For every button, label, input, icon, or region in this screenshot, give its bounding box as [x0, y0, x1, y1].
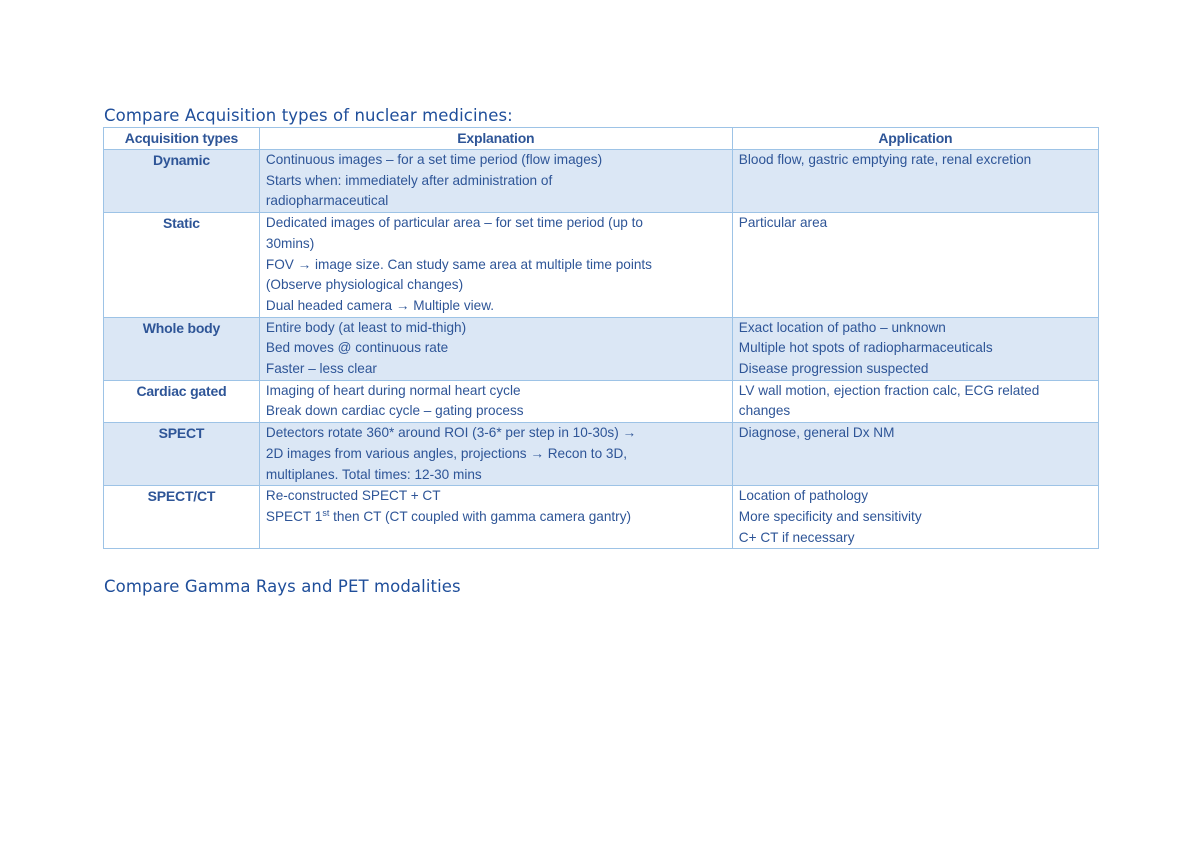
- acquisition-type-cell: SPECT: [104, 423, 260, 486]
- acquisition-type-cell: Dynamic: [104, 150, 260, 213]
- application-line: More specificity and sensitivity: [738, 508, 922, 524]
- explanation-cell: [259, 150, 732, 213]
- explanation-line: [266, 296, 726, 317]
- explanation-cell: [259, 380, 732, 422]
- acquisition-type-cell: Cardiac gated: [104, 380, 260, 422]
- explanation-line: Continuous images – for a set time period (flow images): [265, 152, 603, 167]
- explanation-line: [266, 507, 726, 528]
- application-line: Disease progression suspected: [738, 361, 929, 377]
- superscript: st: [322, 507, 330, 518]
- section-heading-gamma-pet: Compare Gamma Rays and PET modalities: [104, 577, 461, 596]
- explanation-line: 30mins): [265, 235, 315, 251]
- application-cell: [732, 380, 1098, 422]
- acquisition-type-cell: SPECT/CT: [104, 486, 260, 549]
- explanation-line: multiplanes. Total times: 12-30 mins: [265, 466, 482, 482]
- acquisition-type-cell: Whole body: [104, 317, 260, 380]
- explanation-line: [266, 444, 726, 465]
- table-header-row: [104, 128, 1099, 150]
- application-line: Blood flow, gastric emptying rate, renal excretion: [738, 152, 1032, 167]
- explanation-text: then CT (CT coupled with gamma camera gantry): [333, 508, 632, 524]
- application-line: Multiple hot spots of radiopharmaceuticals: [738, 340, 993, 356]
- application-line: Location of pathology: [738, 488, 869, 504]
- right-arrow-icon: →: [395, 297, 410, 313]
- explanation-cell: [259, 317, 732, 380]
- explanation-text: Detectors rotate 360* around ROI (3-6* per step in 10-30s): [265, 425, 619, 441]
- explanation-cell: [259, 423, 732, 486]
- right-arrow-icon: →: [297, 256, 312, 272]
- application-cell: [732, 150, 1098, 213]
- application-cell: [732, 486, 1098, 549]
- application-line: C+ CT if necessary: [738, 529, 855, 545]
- column-header-application: Application: [732, 128, 1098, 150]
- right-arrow-icon: →: [530, 445, 544, 461]
- right-arrow-icon: →: [622, 425, 637, 441]
- table-row-dynamic: [104, 150, 1099, 213]
- explanation-line: (Observe physiological changes): [265, 277, 464, 293]
- explanation-line: radiopharmaceutical: [265, 193, 389, 209]
- explanation-text: image size. Can study same area at multiple time points: [315, 256, 652, 272]
- application-line: LV wall motion, ejection fraction calc, ECG related: [738, 382, 1040, 398]
- explanation-line: Entire body (at least to mid-thigh): [265, 319, 467, 335]
- explanation-line: Starts when: immediately after administration of: [265, 172, 553, 188]
- section-heading-acquisition: Compare Acquisition types of nuclear medicines:: [104, 106, 513, 125]
- acquisition-table: [103, 127, 1099, 549]
- application-line: Diagnose, general Dx NM: [738, 425, 895, 441]
- explanation-line: Dedicated images of particular area – for set time period (up to: [265, 215, 643, 231]
- table-row-spect-ct: [104, 486, 1099, 549]
- explanation-text: FOV: [265, 256, 294, 272]
- explanation-cell: [259, 486, 732, 549]
- table-row-static: [104, 213, 1099, 318]
- explanation-text: 2D images from various angles, projections: [265, 445, 527, 461]
- application-line: Particular area: [738, 215, 828, 231]
- application-cell: [732, 213, 1098, 318]
- explanation-line: Re-constructed SPECT + CT: [265, 488, 441, 504]
- table-row-cardiac-gated: [104, 380, 1099, 422]
- application-line: changes: [738, 403, 791, 419]
- explanation-text: Dual headed camera: [265, 297, 393, 313]
- table-row-spect: [104, 423, 1099, 486]
- explanation-text: SPECT 1: [265, 508, 323, 524]
- column-header-acquisition-types: Acquisition types: [104, 128, 260, 150]
- explanation-line: Break down cardiac cycle – gating process: [265, 403, 524, 419]
- explanation-text: Recon to 3D,: [547, 445, 628, 461]
- acquisition-type-cell: Static: [104, 213, 260, 318]
- table-row-whole-body: [104, 317, 1099, 380]
- explanation-line: Bed moves @ continuous rate: [265, 340, 449, 356]
- application-line: Exact location of patho – unknown: [738, 319, 946, 335]
- explanation-line: Imaging of heart during normal heart cycle: [265, 382, 521, 398]
- explanation-cell: [259, 213, 732, 318]
- application-cell: [732, 317, 1098, 380]
- explanation-line: [266, 255, 726, 276]
- column-header-explanation: Explanation: [259, 128, 732, 150]
- explanation-line: [266, 423, 726, 444]
- explanation-text: Multiple view.: [413, 297, 495, 313]
- explanation-line: Faster – less clear: [265, 361, 377, 377]
- application-cell: [732, 423, 1098, 486]
